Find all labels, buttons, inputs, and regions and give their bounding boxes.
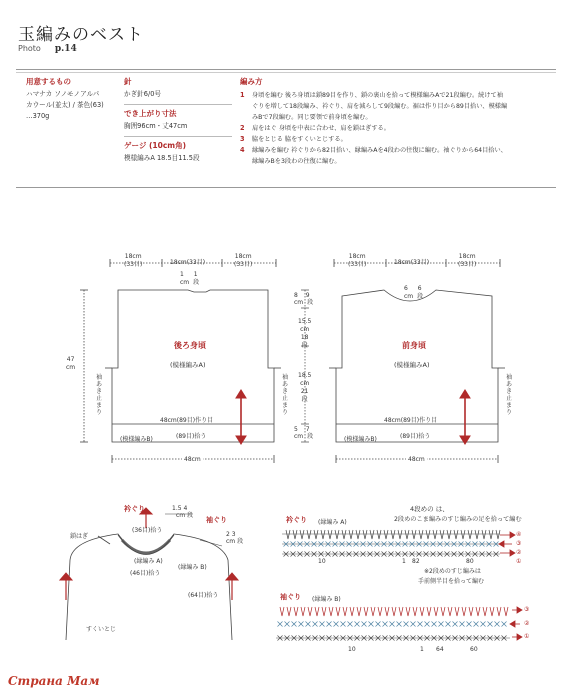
stitch-symbol bbox=[399, 607, 403, 616]
stitch-symbol bbox=[488, 622, 493, 627]
stitch-symbol bbox=[447, 530, 451, 539]
stitch-symbol bbox=[453, 622, 458, 627]
dim-text: 6 bbox=[417, 285, 422, 292]
step-line: みBで7段編む。同じ要領で前身頃を編む。 bbox=[252, 114, 372, 121]
neck-pick-top: (36目)拾う bbox=[132, 527, 163, 534]
neck-stitch-row bbox=[286, 530, 500, 539]
stitch-symbol bbox=[476, 607, 480, 616]
needle-heading: 針 bbox=[124, 77, 132, 86]
step-line: 縁編みBを3段わの往復に編む。 bbox=[252, 158, 341, 165]
dim-text: 18 bbox=[300, 334, 309, 341]
neck-row-num: ② bbox=[516, 549, 522, 556]
mid-dim-1 bbox=[294, 292, 313, 306]
stitch-symbol bbox=[405, 530, 409, 539]
dim-text: cm bbox=[66, 364, 76, 371]
dim-text: 段 bbox=[307, 299, 314, 306]
stitch-symbol bbox=[460, 622, 465, 627]
dim-text: cm bbox=[404, 293, 414, 300]
dim-text: 1 bbox=[180, 271, 184, 278]
stitch-symbol bbox=[278, 622, 283, 627]
stitch-symbol bbox=[425, 622, 430, 627]
edge-a-label: (縁編み A) bbox=[134, 558, 163, 565]
stitch-symbol bbox=[455, 607, 459, 616]
stitch-symbol bbox=[349, 530, 353, 539]
stitch-symbol bbox=[322, 607, 326, 616]
neck-num: 1 bbox=[402, 558, 406, 565]
stitch-symbol bbox=[392, 607, 396, 616]
dim-text: 9 bbox=[305, 292, 310, 299]
stitch-symbol bbox=[495, 622, 500, 627]
stitch-symbol bbox=[362, 622, 367, 627]
edge-b-label: (縁編み B) bbox=[178, 564, 207, 571]
stitch-symbol bbox=[390, 622, 395, 627]
back-neck-dim bbox=[180, 271, 199, 287]
side-seam-label: すくいとじ bbox=[86, 626, 117, 633]
stitch-symbol bbox=[377, 530, 381, 539]
stitch-symbol bbox=[504, 607, 508, 616]
neck-chart-edge: (縁編み A) bbox=[318, 519, 347, 526]
materials-line: …370g bbox=[26, 112, 50, 120]
front-title: 前身頃 bbox=[402, 341, 426, 350]
front-pattern: (模様編みA) bbox=[394, 361, 430, 369]
stitch-symbol bbox=[454, 530, 458, 539]
step-line: 肩をはぐ 身頃を中表に合わせ、肩を鎖はぎする。 bbox=[252, 125, 390, 132]
dim-text: cm bbox=[300, 380, 310, 387]
stitch-symbol bbox=[341, 622, 346, 627]
arm-num: 64 bbox=[436, 646, 444, 653]
dim-text: 段 bbox=[301, 342, 308, 349]
front-dim-center: 18cm(33目) bbox=[394, 259, 430, 266]
stitch-symbol bbox=[327, 622, 332, 627]
dim-text: 18.5 bbox=[298, 372, 312, 379]
arm-band-dim bbox=[226, 531, 243, 545]
stitch-symbol bbox=[356, 530, 360, 539]
stitch-symbol bbox=[364, 607, 368, 616]
stitch-symbol bbox=[329, 607, 333, 616]
photo-label: Photo bbox=[18, 44, 41, 53]
stitch-symbol bbox=[315, 607, 319, 616]
back-pattern: (模様編みA) bbox=[170, 361, 206, 369]
dim-text: 1 bbox=[193, 271, 198, 278]
step-number: 4 bbox=[240, 146, 245, 154]
back-edge-label: (模様編みB) bbox=[120, 436, 153, 443]
arm-row-num: ③ bbox=[524, 606, 530, 613]
dim-text: 18cm bbox=[458, 253, 476, 260]
materials-line: ハマナカ ソノモノアルパ bbox=[26, 90, 100, 98]
stitch-symbol bbox=[335, 530, 339, 539]
dim-text: 8 bbox=[294, 292, 298, 299]
stitch-symbol bbox=[467, 622, 472, 627]
stitch-symbol bbox=[285, 622, 290, 627]
stitch-symbol bbox=[481, 622, 486, 627]
stitch-symbol bbox=[391, 530, 395, 539]
stitch-symbol bbox=[376, 622, 381, 627]
front-edge-pick: (89目)拾う bbox=[400, 433, 431, 440]
size-heading: でき上がり寸法 bbox=[124, 109, 177, 118]
dim-text: (33目) bbox=[234, 261, 253, 268]
stitch-symbol bbox=[306, 622, 311, 627]
neck-band-dim bbox=[172, 505, 193, 519]
back-title: 後ろ身頃 bbox=[174, 341, 206, 350]
arm-stitch-row bbox=[278, 622, 507, 641]
step-line: 身頃を編む 後ろ身頃は鎖89目を作り、鎖の裏山を拾って模様編みAで21段編む。続けて袖 bbox=[252, 92, 503, 99]
shoulder-seam-label: 鎖はぎ bbox=[70, 533, 89, 540]
back-dim-center: 18cm(33目) bbox=[170, 259, 206, 266]
dim-text: 18cm bbox=[124, 253, 142, 260]
dim-text: (33目) bbox=[124, 261, 143, 268]
dim-text: (33目) bbox=[458, 261, 477, 268]
dim-text: 4 bbox=[183, 505, 188, 512]
stitch-symbol bbox=[461, 530, 465, 539]
gauge-text: 模様編みA 18.5目11.5段 bbox=[124, 154, 200, 162]
dim-text: 3 bbox=[231, 531, 236, 538]
stitch-symbol bbox=[440, 530, 444, 539]
stitch-symbol bbox=[348, 622, 353, 627]
stitch-symbol bbox=[371, 607, 375, 616]
method-heading: 編み方 bbox=[240, 77, 263, 86]
stitch-symbol bbox=[496, 530, 500, 539]
step-line: ぐりを増して18段編み、衿ぐり、肩を減らして9段編む。裾は作り目から89目拾い、模様編 bbox=[252, 103, 508, 110]
neck-row-arrows bbox=[499, 532, 515, 556]
dim-text: 段 bbox=[187, 512, 194, 519]
neck-title: 衿ぐり bbox=[124, 505, 145, 513]
stitch-symbol bbox=[483, 607, 487, 616]
stitch-symbol bbox=[363, 530, 367, 539]
dim-text: cm bbox=[294, 299, 304, 306]
step-number: 2 bbox=[240, 124, 245, 132]
back-slit-left: 袖あき止まり bbox=[96, 374, 103, 416]
step-number: 3 bbox=[240, 135, 245, 143]
dim-text: cm bbox=[300, 326, 310, 333]
dim-text: 段 bbox=[237, 538, 244, 545]
dim-text: 18cm bbox=[234, 253, 252, 260]
stitch-symbol bbox=[475, 530, 479, 539]
neck-pick-bottom: (46目)拾う bbox=[130, 570, 161, 577]
materials-line: カウール(並太) / 茶色(63) bbox=[26, 101, 104, 109]
neck-num: 80 bbox=[466, 558, 474, 565]
stitch-symbol bbox=[301, 607, 305, 616]
arm-num: 60 bbox=[470, 646, 478, 653]
back-cast-on: 48cm(89目)作り目 bbox=[160, 417, 214, 424]
stitch-symbol bbox=[292, 622, 297, 627]
dim-text: 21 bbox=[300, 388, 309, 395]
dim-text: (33目) bbox=[348, 261, 367, 268]
stitch-symbol bbox=[314, 530, 318, 539]
shoulder-seam bbox=[98, 536, 110, 544]
stitch-symbol bbox=[287, 607, 291, 616]
stitch-symbol bbox=[313, 622, 318, 627]
stitch-symbol bbox=[299, 622, 304, 627]
back-width: 48cm bbox=[184, 456, 201, 463]
front-edge-label: (模様編みB) bbox=[344, 436, 377, 443]
stitch-symbol bbox=[413, 607, 417, 616]
arm-row-num: ② bbox=[524, 620, 530, 627]
stitch-symbol bbox=[355, 622, 360, 627]
dim-text: 5 bbox=[294, 426, 298, 433]
neck-row-num: ③ bbox=[516, 540, 522, 547]
stitch-symbol bbox=[378, 607, 382, 616]
stitch-symbol bbox=[398, 530, 402, 539]
stitch-symbol bbox=[490, 607, 494, 616]
arm-row-arrows bbox=[510, 607, 522, 640]
stitch-symbol bbox=[441, 607, 445, 616]
stitch-symbol bbox=[404, 622, 409, 627]
stitch-symbol bbox=[385, 607, 389, 616]
stitch-symbol bbox=[420, 607, 424, 616]
front-cast-on: 48cm(89目)作り目 bbox=[384, 417, 438, 424]
mid-dim-4 bbox=[294, 426, 313, 440]
stitch-symbol bbox=[432, 622, 437, 627]
arm-chart-edge: (縁編み B) bbox=[312, 596, 341, 603]
front-slit: 袖あき止まり bbox=[506, 374, 513, 416]
stitch-symbol bbox=[412, 530, 416, 539]
page-title: 玉編みのベスト bbox=[18, 25, 144, 45]
arm-title: 袖ぐり bbox=[206, 516, 227, 524]
stitch-symbol bbox=[462, 607, 466, 616]
dim-text: 1.5 bbox=[172, 505, 182, 512]
dim-text: 段 bbox=[193, 279, 200, 286]
arm-pick: (64目)拾う bbox=[188, 592, 219, 599]
stitch-symbol bbox=[280, 607, 284, 616]
stitch-symbol bbox=[342, 530, 346, 539]
stitch-symbol bbox=[370, 530, 374, 539]
dim-text: cm bbox=[180, 279, 190, 286]
size-text: 胸囲96cm・丈47cm bbox=[124, 122, 188, 130]
stitch-symbol bbox=[439, 622, 444, 627]
stitch-symbol bbox=[469, 607, 473, 616]
stitch-symbol bbox=[427, 607, 431, 616]
dim-text: 7 bbox=[305, 426, 310, 433]
stitch-symbol bbox=[502, 622, 507, 627]
step-line: 脇をとじる 脇をすくいとじする。 bbox=[252, 136, 347, 143]
stitch-symbol bbox=[294, 607, 298, 616]
stitch-symbol bbox=[369, 622, 374, 627]
stitch-symbol bbox=[397, 622, 402, 627]
stitch-symbol bbox=[293, 530, 297, 539]
back-dim-right bbox=[234, 253, 252, 269]
back-height bbox=[66, 356, 75, 372]
stitch-symbol bbox=[411, 622, 416, 627]
stitch-symbol bbox=[286, 530, 290, 539]
chart-note-line2: 2段めのこま編みのすじ編みの足を拾って編む bbox=[394, 516, 522, 523]
watermark: Страна Мам bbox=[8, 674, 100, 688]
stitch-symbol bbox=[489, 530, 493, 539]
gauge-heading: ゲージ (10cm角) bbox=[124, 141, 187, 150]
back-slit-right: 袖あき止まり bbox=[282, 374, 289, 416]
dim-text: 2 bbox=[226, 531, 230, 538]
mid-dim-2 bbox=[298, 318, 311, 350]
stitch-symbol bbox=[307, 530, 311, 539]
back-direction-arrow bbox=[236, 390, 246, 444]
chart-sub-note2: 手前側半目を拾って編む bbox=[418, 578, 485, 585]
middle-dimensions bbox=[301, 290, 309, 442]
materials-heading: 用意するもの bbox=[26, 77, 71, 86]
stitch-symbol bbox=[446, 622, 451, 627]
chart-sub-note1: ※2段めのすじ編みは bbox=[424, 568, 481, 575]
neck-num: 82 bbox=[412, 558, 420, 565]
neck-num: 10 bbox=[318, 558, 326, 565]
stitch-symbol bbox=[300, 530, 304, 539]
stitch-symbol bbox=[468, 530, 472, 539]
neck-row-num: ① bbox=[516, 558, 522, 565]
dim-text: cm bbox=[294, 433, 304, 440]
stitch-symbol bbox=[497, 607, 501, 616]
arm-row-num: ① bbox=[524, 633, 530, 640]
back-dim-left bbox=[124, 253, 142, 269]
neck-row-num: ④ bbox=[516, 531, 522, 538]
dim-text: 47 bbox=[66, 356, 75, 363]
back-edge-pick: (89目)拾う bbox=[176, 433, 207, 440]
dim-text: cm bbox=[176, 512, 186, 519]
step-line: 縁編みを編む 衿ぐりから82目拾い、縁編みAを4段わの往復に編む。袖ぐりから64目拾い、 bbox=[252, 147, 507, 154]
stitch-symbol bbox=[448, 607, 452, 616]
dim-text: 段 bbox=[301, 396, 308, 403]
arm-chart-label: 袖ぐり bbox=[280, 593, 301, 601]
front-direction-arrow bbox=[460, 390, 470, 444]
stitch-symbol bbox=[482, 530, 486, 539]
needle-text: かぎ針6/0号 bbox=[124, 90, 161, 98]
dim-text: 18cm bbox=[348, 253, 366, 260]
stitch-symbol bbox=[419, 530, 423, 539]
dim-text: cm bbox=[226, 538, 236, 545]
arm-num: 1 bbox=[420, 646, 424, 653]
arm-num: 10 bbox=[348, 646, 356, 653]
dim-text: 段 bbox=[307, 433, 314, 440]
stitch-symbol bbox=[350, 607, 354, 616]
stitch-symbol bbox=[418, 622, 423, 627]
dim-text: 6 bbox=[404, 285, 408, 292]
stitch-symbol bbox=[308, 607, 312, 616]
stitch-symbol bbox=[357, 607, 361, 616]
front-dim-left bbox=[348, 253, 366, 269]
neck-chart-label: 衿ぐり bbox=[286, 516, 307, 524]
mid-dim-3 bbox=[298, 372, 311, 404]
stitch-symbol bbox=[433, 530, 437, 539]
stitch-symbol bbox=[406, 607, 410, 616]
arm-stitch-row bbox=[280, 607, 508, 616]
stitch-symbol bbox=[334, 622, 339, 627]
stitch-symbol bbox=[434, 607, 438, 616]
stitch-symbol bbox=[321, 530, 325, 539]
stitch-symbol bbox=[336, 607, 340, 616]
stitch-symbol bbox=[474, 622, 479, 627]
photo-page: p.14 bbox=[54, 44, 77, 54]
front-neck-dim bbox=[404, 285, 423, 301]
chart-note-top: 4段めの は、 bbox=[410, 505, 449, 513]
stitch-symbol bbox=[320, 622, 325, 627]
dim-text: 段 bbox=[417, 293, 424, 300]
dim-text: 15.5 bbox=[298, 318, 312, 325]
front-width: 48cm bbox=[408, 456, 425, 463]
neck-band bbox=[122, 540, 170, 553]
stitch-symbol bbox=[328, 530, 332, 539]
front-dim-right bbox=[458, 253, 476, 269]
stitch-symbol bbox=[384, 530, 388, 539]
step-number: 1 bbox=[240, 91, 245, 99]
stitch-symbol bbox=[426, 530, 430, 539]
stitch-symbol bbox=[383, 622, 388, 627]
stitch-symbol bbox=[343, 607, 347, 616]
